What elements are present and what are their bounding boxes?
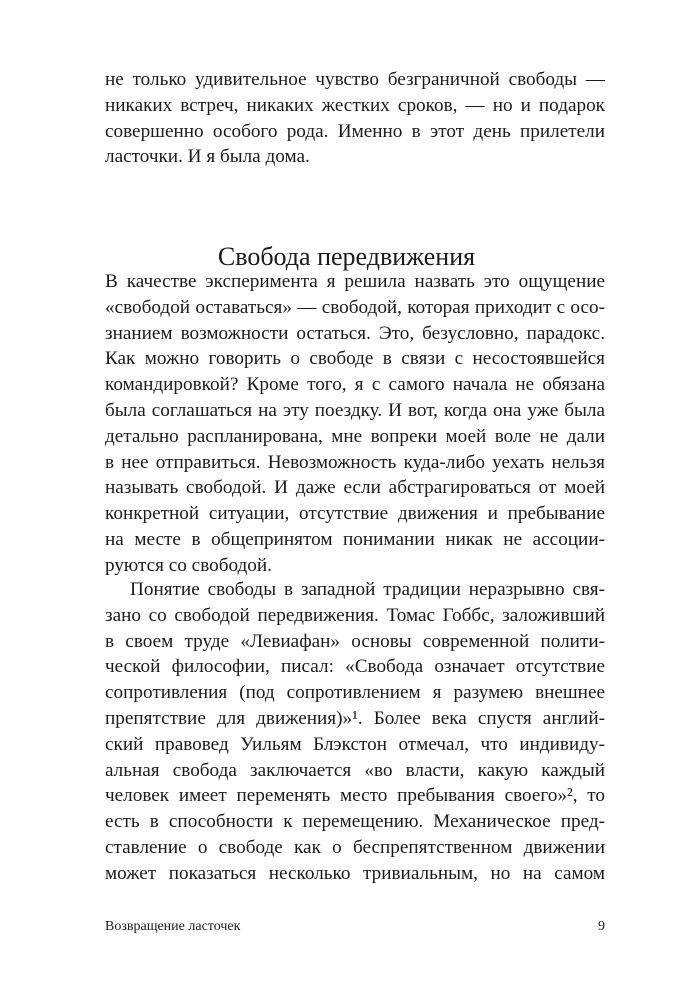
text-line: конкретной ситуации, отсутствие движения и пребывание bbox=[105, 503, 605, 525]
text-line: знанием возможности остаться. Это, безусловно, парадокс. bbox=[105, 322, 605, 344]
text-line: зано со свободой передвижения. Томас Гоббс, заложивший bbox=[105, 604, 605, 626]
text-line: «свободой оставаться» — свободой, которая приходит с осо- bbox=[105, 296, 605, 318]
text-line: на месте в общепринятом понимании никак не ассоции- bbox=[105, 528, 605, 550]
text-line: ческой философии, писал: «Свобода означает отсутствие bbox=[105, 656, 605, 678]
text-line: ский правовед Уильям Блэкстон отмечал, что индивиду- bbox=[105, 733, 605, 755]
text-line: Понятие свободы в западной традиции неразрывно свя- bbox=[130, 579, 605, 600]
text-line: сопротивления (под сопротивлением я разумею внешнее bbox=[105, 682, 605, 704]
text-line: руются со свободой. bbox=[105, 554, 272, 576]
paragraph-1 bbox=[105, 269, 605, 579]
text-line: В качестве эксперимента я решила назвать это ощущение bbox=[105, 271, 605, 292]
text-line: была соглашаться на эту поездку. И вот, когда она уже была bbox=[105, 399, 605, 421]
text-line: совершенно особого рода. Именно в этот день прилетели bbox=[105, 120, 605, 142]
text-line: называть свободой. И даже если абстрагироваться от моей bbox=[105, 477, 605, 499]
text-line: детально распланирована, мне вопреки моей воле не дали bbox=[105, 425, 605, 447]
text-line: в нее отправиться. Невозможность куда-либо уехать нельзя bbox=[105, 451, 605, 473]
text-line: может показаться несколько тривиальным, но на самом bbox=[105, 862, 605, 884]
section-heading: Свобода передвижения bbox=[217, 241, 476, 271]
paragraph-2 bbox=[105, 577, 605, 887]
text-line: есть в способности к перемещению. Механическое пред- bbox=[105, 811, 605, 833]
text-line: Как можно говорить о свободе в связи с несостоявшейся bbox=[105, 348, 605, 370]
page-number: 9 bbox=[598, 919, 605, 934]
text-line: человек имеет переменять место пребывания своего»², то bbox=[105, 785, 605, 807]
text-line: не только удивительное чувство безграничной свободы — bbox=[105, 69, 605, 90]
text-line: альная свобода заключается «во власти, какую каждый bbox=[105, 759, 605, 781]
text-line: ласточки. И я была дома. bbox=[105, 146, 310, 168]
text-line: в своем труде «Левиафан» основы современной полити- bbox=[105, 630, 605, 652]
text-line: ставление о свободе как о беспрепятственном движении bbox=[105, 836, 605, 858]
intro-paragraph bbox=[105, 67, 605, 170]
text-line: командировкой? Кроме того, я с самого начала не обязана bbox=[105, 374, 605, 396]
running-title: Возвращение ласточек bbox=[105, 919, 241, 934]
text-line: никаких встреч, никаких жестких сроков, — но и подарок bbox=[105, 94, 605, 116]
text-line: препятствие для движения)»¹. Более века спустя англий- bbox=[105, 707, 605, 729]
